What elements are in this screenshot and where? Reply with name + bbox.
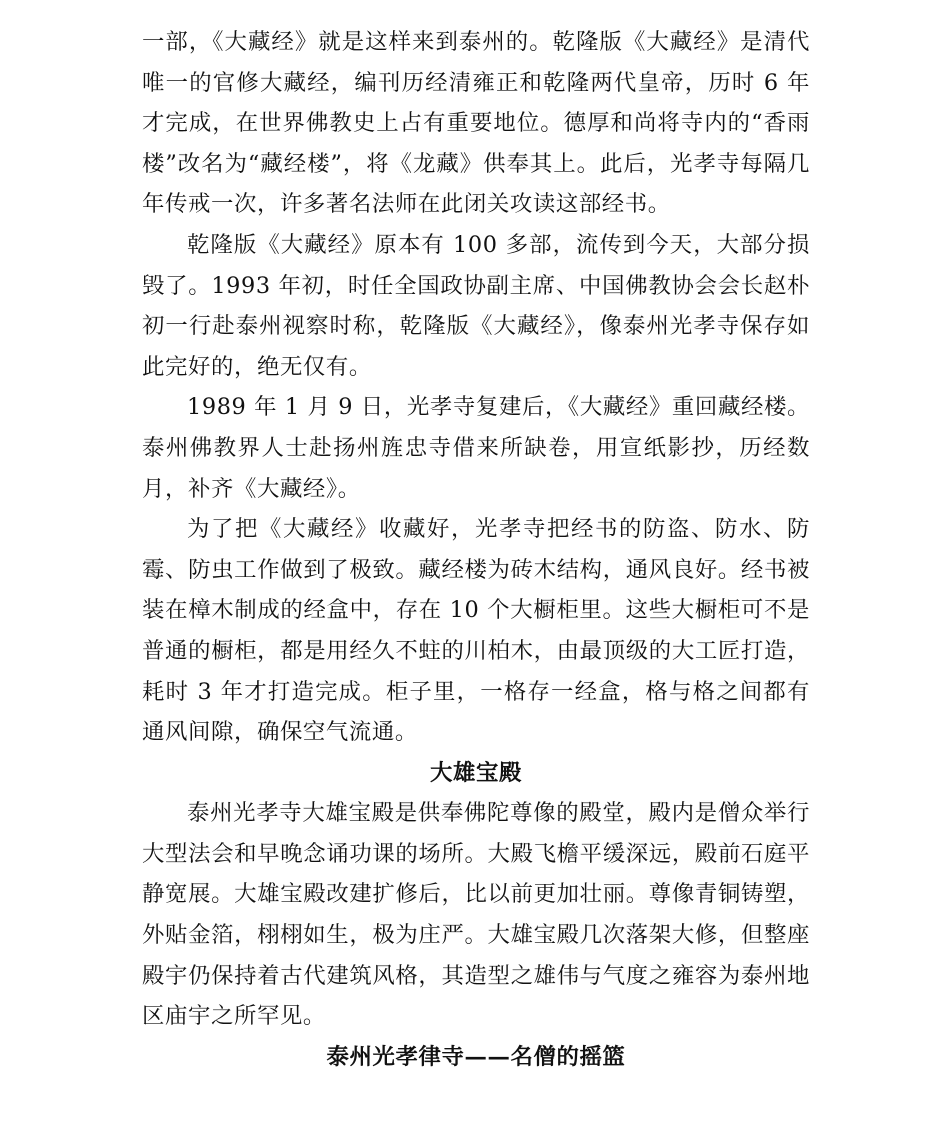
- paragraph-main-hall: 泰州光孝寺大雄宝殿是供奉佛陀尊像的殿堂，殿内是僧众举行大型法会和早晚念诵功课的场所。大殿飞檐平缓深远，殿前石庭平静宽展。大雄宝殿改建扩修后，比以前更加壮丽。尊像青铜铸塑，外贴金箔，栩栩如生，极为庄严。大雄宝殿几次落架大修，但整座殿宇仍保持着古代建筑风格，其造型之雄伟与气度之雍容为泰州地区庙宇之所罕见。: [142, 800, 810, 1030]
- paragraph-restoration-1989: 1989 年 1 月 9 日，光孝寺复建后，《大藏经》重回藏经楼。泰州佛教界人士赴扬州旌忠寺借来所缺卷，用宣纸影抄，历经数月，补齐《大藏经》。: [142, 394, 810, 502]
- paragraph-qianlong-edition: 乾隆版《大藏经》原本有 100 多部，流传到今天，大部分损毁了。1993 年初，时任全国政协副主席、中国佛教协会会长赵朴初一行赴泰州视察时称，乾隆版《大藏经》，像泰州光孝寺保存如此完好的，绝无仅有。: [142, 231, 810, 380]
- section-heading: 大雄宝殿: [430, 759, 522, 786]
- paragraph-continuation: 一部，《大藏经》就是这样来到泰州的。乾隆版《大藏经》是清代唯一的官修大藏经，编刊历经清雍正和乾隆两代皇帝，历时 6 年才完成，在世界佛教史上占有重要地位。德厚和尚将寺内的“香雨楼”改名为“藏经楼”，将《龙藏》供奉其上。此后，光孝寺每隔几年传戒一次，许多著名法师在此闭关攻读这部经书。: [142, 29, 810, 218]
- document-page: [142, 0, 810, 1077]
- paragraph-preservation: 为了把《大藏经》收藏好，光孝寺把经书的防盗、防水、防霉、防虫工作做到了极致。藏经楼为砖木结构，通风良好。经书被装在樟木制成的经盒中，存在 10 个大橱柜里。这些大橱柜可不是普通的橱柜，都是用经久不蛀的川柏木，由最顶级的大工匠打造，耗时 3 年才打造完成。柜子里，一格存一经盒，格与格之间都有通风间隙，确保空气流通。: [142, 516, 810, 746]
- next-section-heading: 泰州光孝律寺——名僧的摇篮: [326, 1043, 626, 1070]
